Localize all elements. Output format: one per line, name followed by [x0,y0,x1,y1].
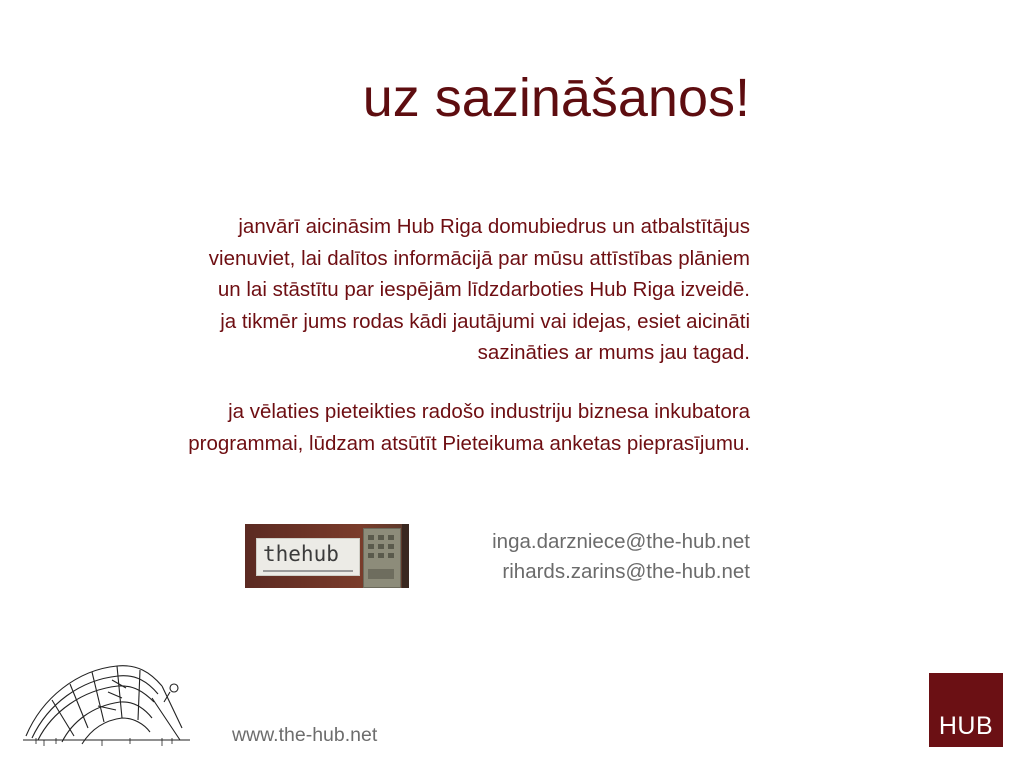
hub-logo-text: HUB [938,712,994,740]
intro-paragraph [30,211,750,369]
contact-emails [492,527,750,587]
email-link-inga[interactable]: inga.darzniece@the-hub.net [492,530,750,553]
intro-line: un lai stāstītu par iespējām līdzdarboties Hub Riga izveidē. [217,278,750,301]
building-sketch-illustration [22,658,192,750]
footer-website-link[interactable]: www.the-hub.net [232,724,378,746]
intro-line: sazināties ar mums jau tagad. [477,341,750,364]
intro-line: vienuviet, lai dalītos informācijā par mūsu attīstības plāniem [208,246,750,270]
incubator-paragraph [30,396,750,459]
incubator-line: ja vēlaties pieteikties radošo industriju biznesa inkubatora [228,400,750,423]
intro-line: ja tikmēr jums rodas kādi jautājumi vai idejas, esiet aicināti [220,309,750,333]
sign-text: thehub [263,542,339,566]
sign-plate [256,538,360,576]
slide-title: uz sazināšanos! [362,68,750,128]
email-link-rihards[interactable]: rihards.zarins@the-hub.net [502,560,750,583]
door-keypad [363,528,401,588]
incubator-line: programmai, lūdzam atsūtīt Pieteikuma anketas pieprasījumu. [188,431,750,455]
hub-logo [929,673,1003,747]
sign-subtext-strip [263,570,353,572]
intro-line: janvārī aicināsim Hub Riga domubiedrus un atbalstītājus [238,215,750,238]
thehub-sign-photo [245,524,409,588]
photo-edge [402,524,409,588]
